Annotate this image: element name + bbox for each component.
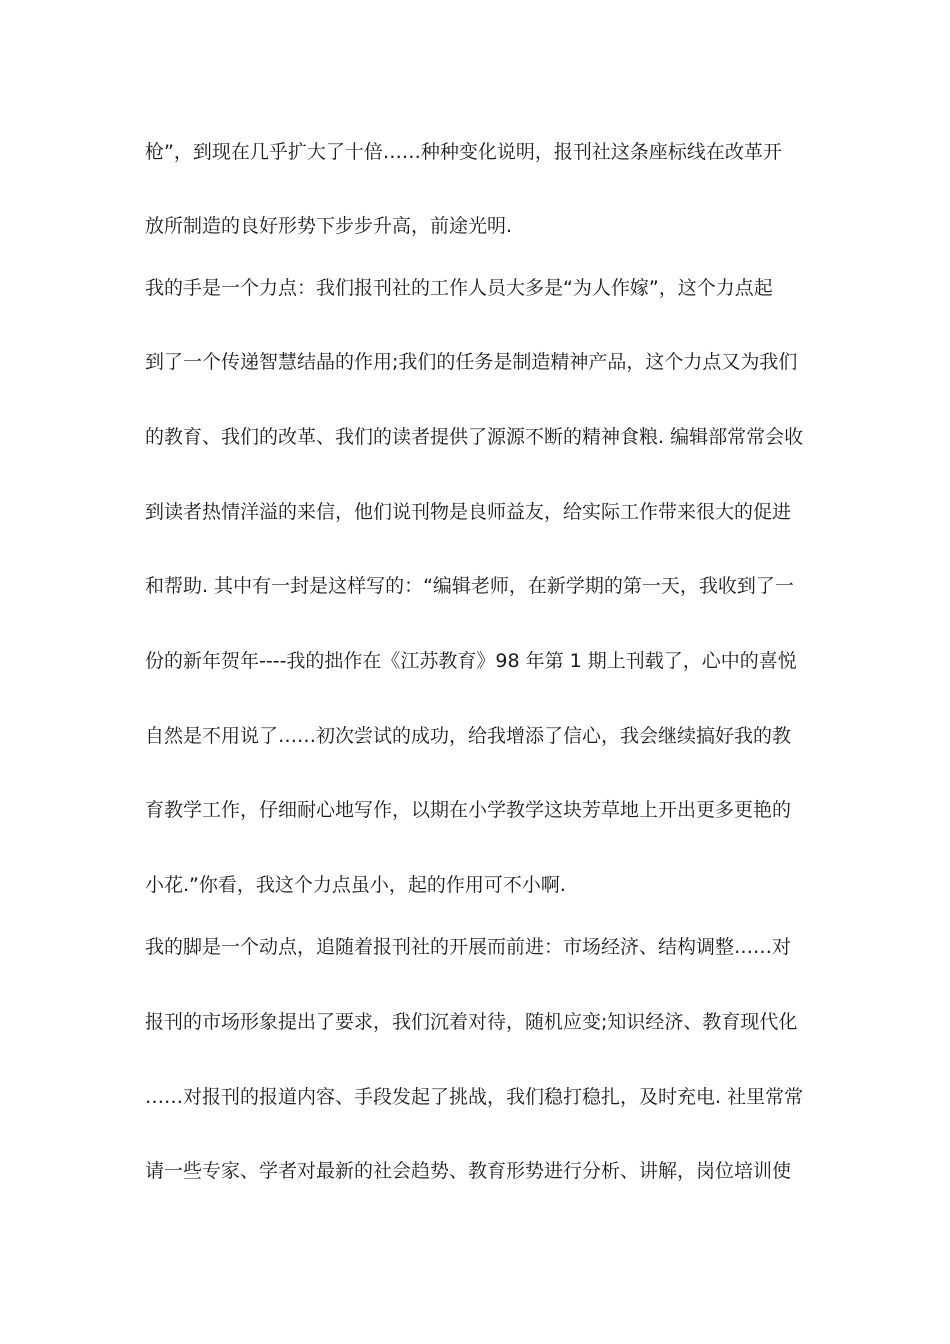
text-line: 自然是不用说了……初次尝试的成功，给我增添了信心，我会继续搞好我的教: [145, 725, 792, 747]
text-line: 报刊的市场形象提出了要求，我们沉着对待，随机应变;知识经济、教育现代化: [145, 1011, 798, 1033]
text-line: ……对报刊的报道内容、手段发起了挑战，我们稳打稳扎，及时充电. 社里常常: [145, 1086, 804, 1108]
text-line: 育教学工作，仔细耐心地写作，以期在小学教学这块芳草地上开出更多更艳的: [145, 799, 792, 821]
text-line: 和帮助. 其中有一封是这样写的：“编辑老师，在新学期的第一天，我收到了一: [145, 575, 794, 597]
text-line: 放所制造的良好形势下步步升高，前途光明.: [145, 215, 513, 237]
text-line: 到了一个传递智慧结晶的作用;我们的任务是制造精神产品，这个力点又为我们: [145, 351, 798, 373]
text-line: 小花.”你看，我这个力点虽小，起的作用可不小啊.: [145, 874, 566, 896]
text-line: 的教育、我们的改革、我们的读者提供了源源不断的精神食粮. 编辑部常常会收: [145, 426, 804, 448]
text-line: 份的新年贺年----我的拙作在《江苏教育》98 年第 1 期上刊载了，心中的喜悦: [145, 650, 797, 672]
text-line: 到读者热情洋溢的来信，他们说刊物是良师益友，给实际工作带来很大的促进: [145, 501, 792, 523]
text-line: 枪”，到现在几乎扩大了十倍……种种变化说明，报刊社这条座标线在改革开: [145, 141, 782, 163]
paragraph-start-line: 我的脚是一个动点，追随着报刊社的开展而前进：市场经济、结构调整……对: [145, 936, 792, 958]
paragraph-start-line: 我的手是一个力点：我们报刊社的工作人员大多是“为人作嫁”，这个力点起: [145, 277, 773, 299]
text-line: 请一些专家、学者对最新的社会趋势、教育形势进行分析、讲解，岗位培训使: [145, 1160, 792, 1182]
